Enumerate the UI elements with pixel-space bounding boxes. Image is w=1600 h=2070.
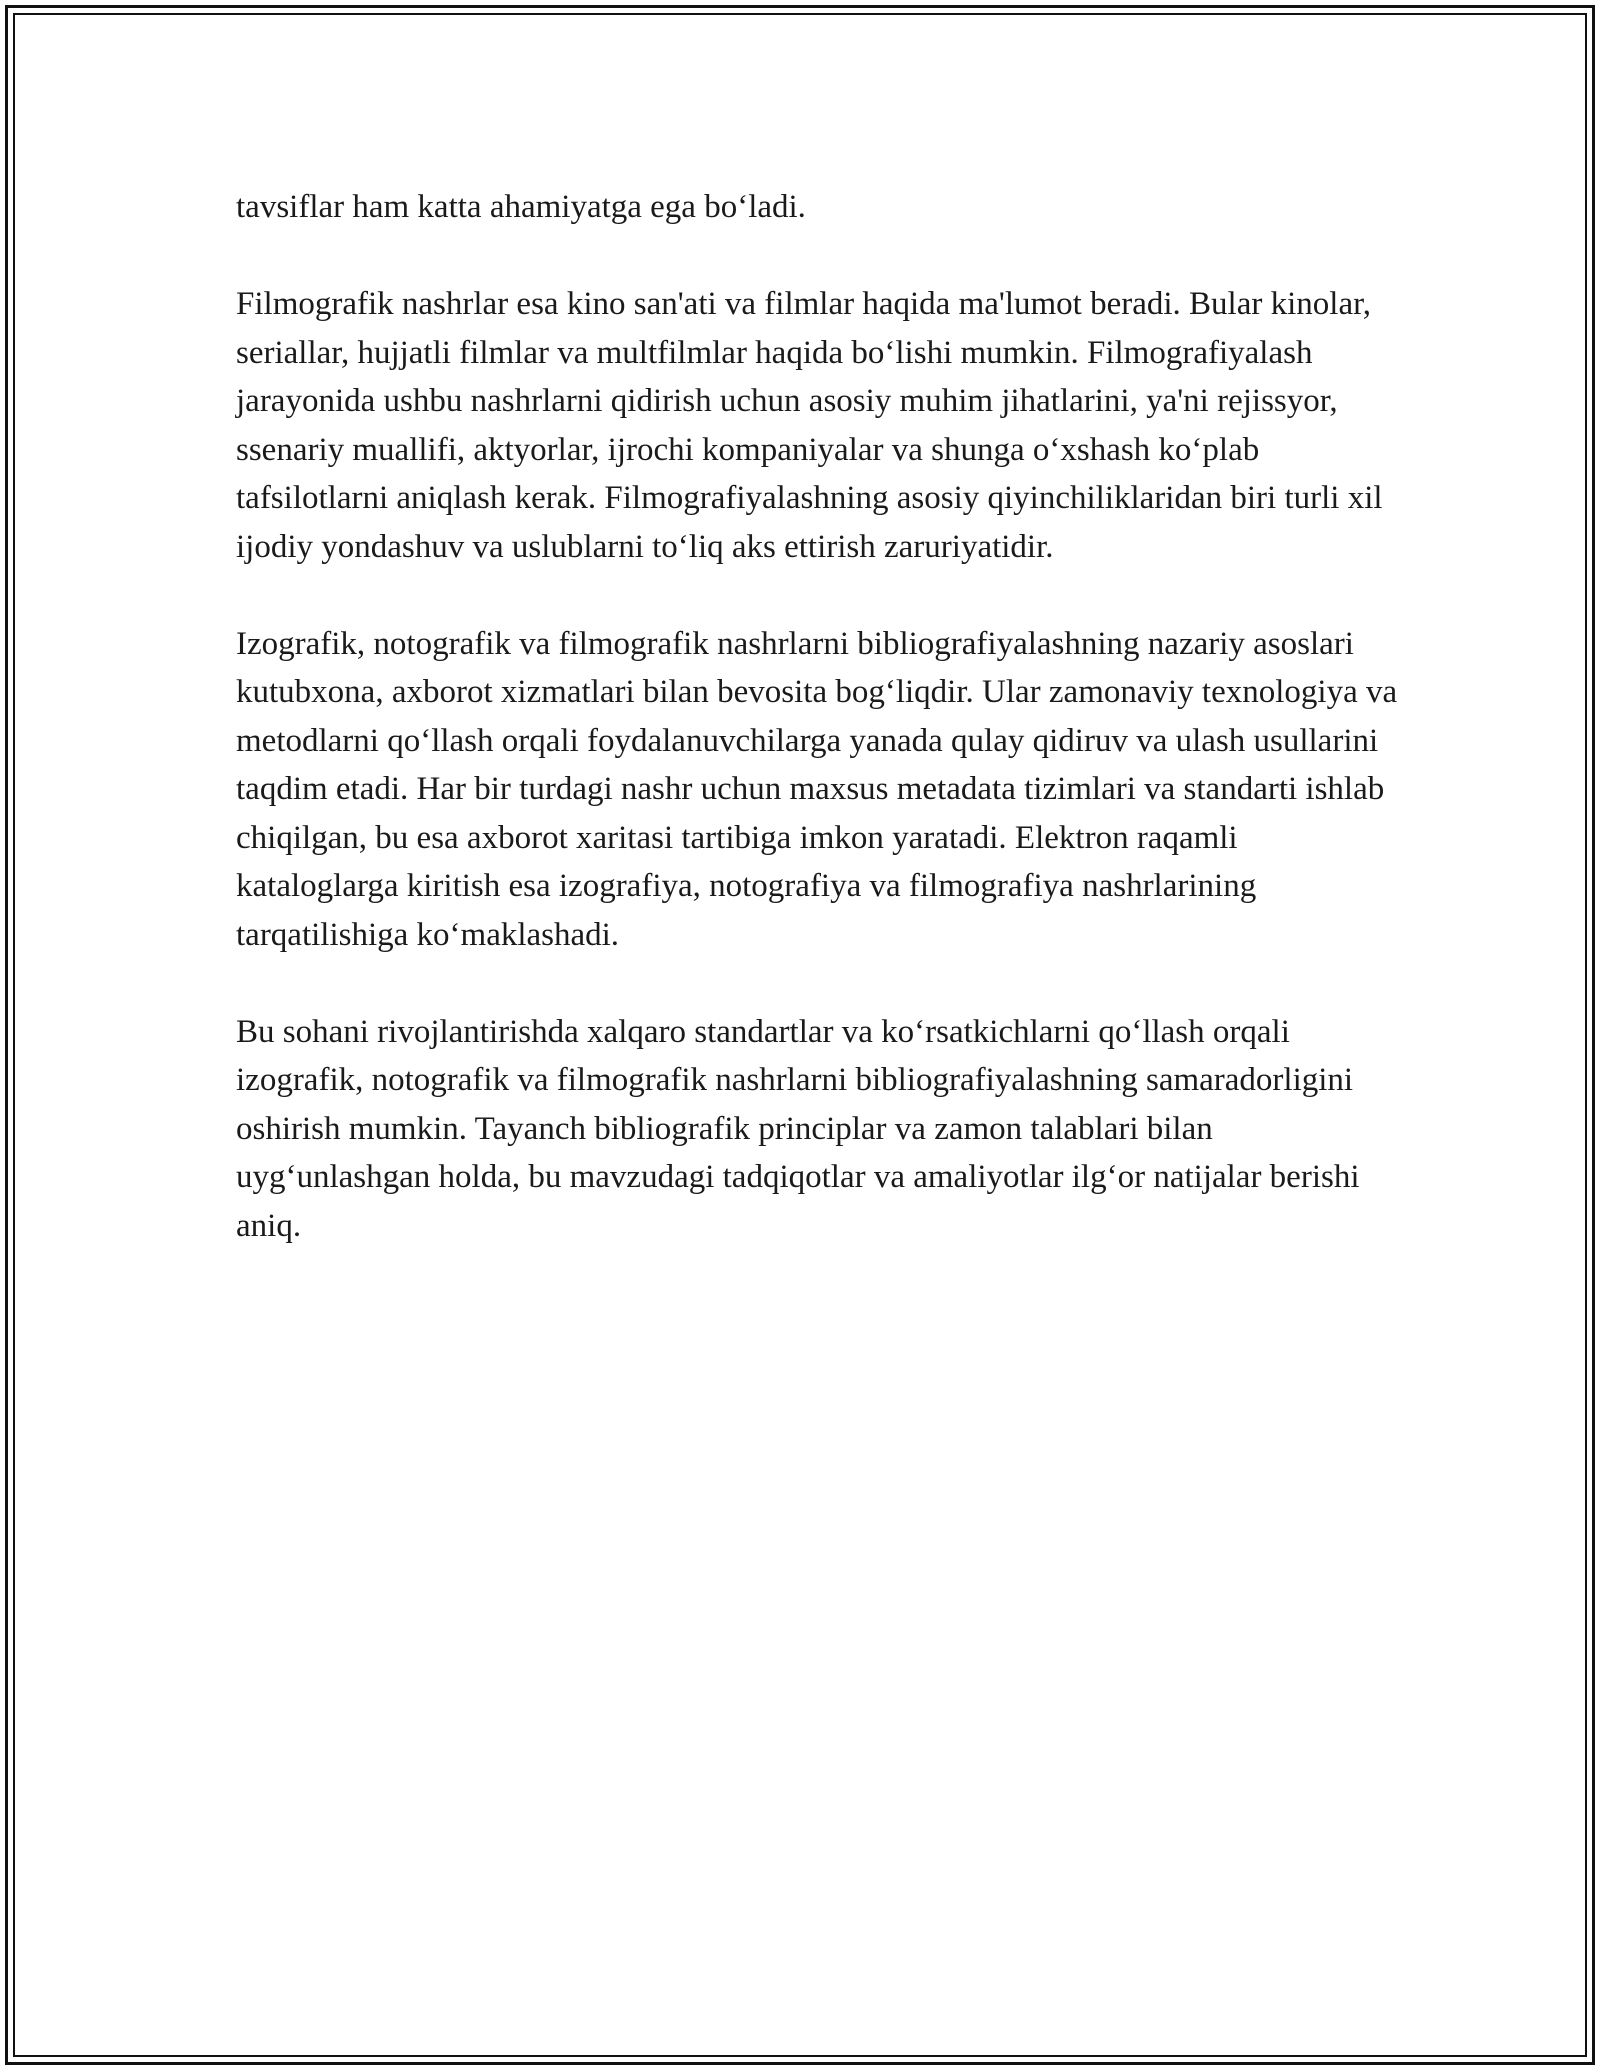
document-body [236, 183, 1406, 1299]
paragraph-1: tavsiflar ham katta ahamiyatga ega bo‘ladi. [236, 189, 806, 225]
paragraph-3: Izografik, notografik va filmografik nashrlarni bibliografiyalashning nazariy asoslari kutubxona, axborot xizmatlari bilan bevosita bog‘liqdir. Ular zamonaviy texnologiya va metodlarni qo‘llash orqali foydalanuvchilarga yanada qulay qidiruv va ulash usullarini taqdim etadi. Har bir turdagi nashr uchun maxsus metadata tizimlari va standarti ishlab chiqilgan, bu esa axborot xaritasi tartibiga imkon yaratadi. Elektron raqamli kataloglarga kiritish esa izografiya, notografiya va filmografiya nashrlarining tarqatilishiga ko‘maklashadi. [236, 625, 1398, 953]
paragraph-4: Bu sohani rivojlantirishda xalqaro standartlar va ko‘rsatkichlarni qo‘llash orqali izografik, notografik va filmografik nashrlarni bibliografiyalashning samaradorligini oshirish mumkin. Tayanch bibliografik principlar va zamon talablari bilan uyg‘unlashgan holda, bu mavzudagi tadqiqotlar va amaliyotlar ilg‘or natijalar berishi aniq. [236, 1013, 1360, 1244]
paragraph-2: Filmografik nashrlar esa kino san'ati va filmlar haqida ma'lumot beradi. Bular kinolar, seriallar, hujjatli filmlar va multfilmlar haqida bo‘lishi mumkin. Filmografiyalash jarayonida ushbu nashrlarni qidirish uchun asosiy muhim jihatlarini, ya'ni rejissyor, ssenariy muallifi, aktyorlar, ijrochi kompaniyalar va shunga o‘xshash ko‘plab tafsilotlarni aniqlash kerak. Filmografiyalashning asosiy qiyinchiliklaridan biri turli xil ijodiy yondashuv va uslublarni to‘liq aks ettirish zaruriyatidir. [236, 286, 1383, 565]
